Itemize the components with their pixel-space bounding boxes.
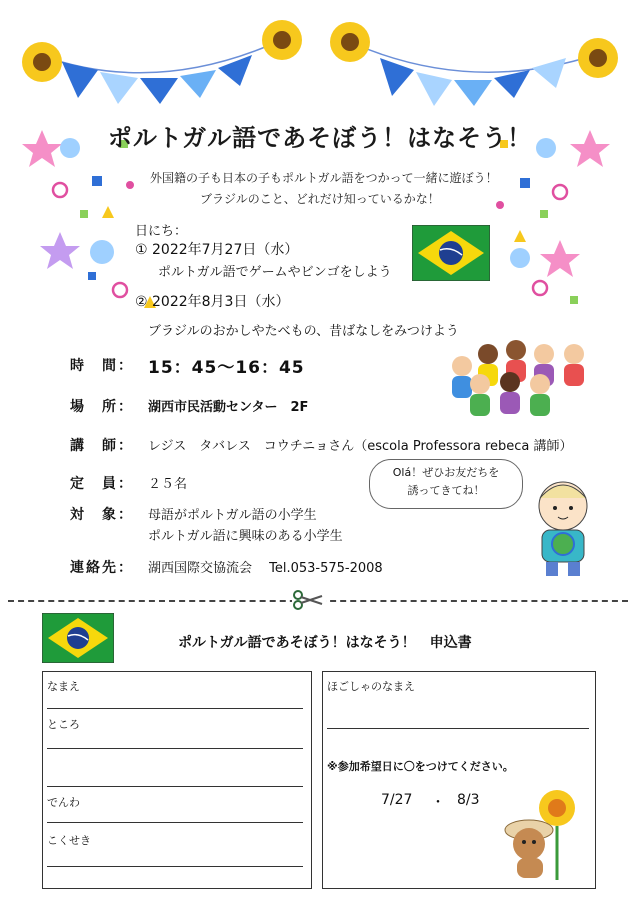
bunting-right-icon [380, 58, 566, 106]
intro-line-1: 外国籍の子も日本の子もポルトガル語をつかって一緒に遊ぼう！ [150, 171, 498, 185]
capacity-label: 定 員： [70, 476, 134, 492]
option-separator: ・ [431, 795, 445, 811]
time-value: 15：45～16：45 [148, 358, 305, 378]
option-7-27[interactable]: 7/27 [381, 792, 413, 808]
form-brazil-flag-icon [42, 613, 114, 667]
intro-line-2: ブラジルのこと、どれだけ知っているかな！ [200, 192, 440, 206]
confetti-icon [22, 130, 610, 308]
place-value: 湖西市民活動センター 2F [148, 400, 309, 415]
name-field[interactable] [47, 708, 303, 709]
time-label: 時 間： [70, 358, 134, 374]
guardian-box [322, 671, 596, 889]
date-1: ① 2022年7月27日（水） [135, 242, 299, 258]
nationality-label: こくせき [47, 834, 91, 847]
date-1-description: ポルトガル語でゲームやビンゴをしよう [158, 265, 392, 280]
sunflower-icon [22, 20, 618, 82]
bunting-left-icon [62, 55, 252, 104]
scissors-icon [292, 590, 326, 610]
child-character-icon [518, 472, 608, 582]
phone-field[interactable] [47, 822, 303, 823]
guardian-field[interactable] [327, 728, 589, 729]
phone-label: でんわ [47, 796, 80, 809]
instructor-label: 講 師： [70, 438, 134, 454]
address-label: ところ [47, 718, 80, 731]
option-8-3[interactable]: 8/3 [457, 792, 480, 808]
form-title: ポルトガル語であそぼう！はなそう！ 申込書 [178, 635, 472, 651]
children-illustration-icon [440, 336, 610, 424]
address-field-line-2[interactable] [47, 786, 303, 787]
contact-label: 連絡先： [70, 560, 134, 576]
speech-bubble [369, 459, 523, 509]
target-label: 対 象： [70, 507, 134, 523]
address-field-line-1[interactable] [47, 748, 303, 749]
date-2-description: ブラジルのおかしやたべもの、昔ばなしをみつけよう [148, 324, 459, 339]
nationality-field[interactable] [47, 866, 303, 867]
dates-label: 日にち： [135, 224, 188, 239]
page-title: ポルトガル語であそぼう！はなそう！ [107, 124, 533, 152]
place-label: 場 所： [70, 399, 134, 415]
contact-value: 湖西国際交協流会 Tel.053-575-2008 [148, 561, 383, 576]
bubble-line-2: 誘ってきてね！ [407, 484, 485, 497]
date-2: ② 2022年8月3日（水） [135, 294, 290, 310]
capacity-value: ２５名 [148, 477, 188, 492]
applicant-box [42, 671, 312, 889]
brazil-flag-icon [412, 225, 490, 285]
bear-sunflower-icon [499, 782, 589, 882]
guardian-label: ほごしゃのなまえ [327, 680, 415, 693]
bubble-line-1: Olá！ぜひお友だちを [392, 466, 500, 479]
target-value-1: 母語がポルトガル語の小学生 [148, 508, 317, 523]
instructor-value: レジス タバレス コウチニョさん（escola Professora rebeca 講師） [148, 439, 573, 454]
target-value-2: ポルトガル語に興味のある小学生 [148, 529, 343, 544]
wish-note: ※参加希望日に〇をつけてください。 [327, 760, 514, 773]
name-label: なまえ [47, 680, 80, 693]
